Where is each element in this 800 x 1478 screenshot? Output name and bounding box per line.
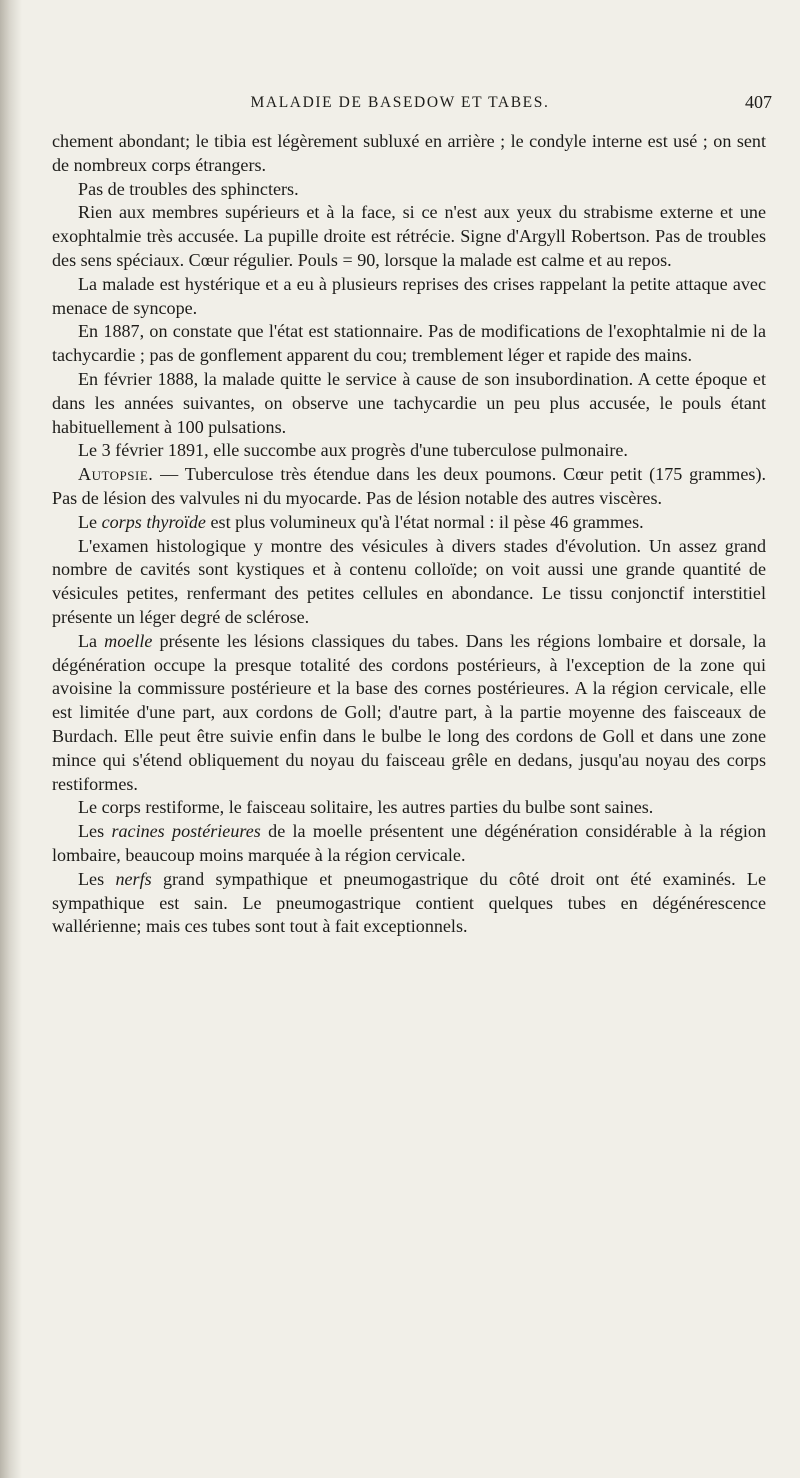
- paragraph-1887: En 1887, on constate que l'état est stationnaire. Pas de modifications de l'exophtalmie ni de la tachycardie ; pas de gonflement apparent du cou; tremblement léger et rapide des mains.: [52, 321, 766, 366]
- paragraph-1888: En février 1888, la malade quitte le service à cause de son insubordination. A cette époque et dans les années suivantes, on observe une tachycardie un peu plus accusée, le pouls étant habituellement à 100 pulsations.: [52, 368, 766, 437]
- body-text: [52, 130, 766, 939]
- paragraph-autopsy: Autopsie. — Tuberculose très étendue dans les deux poumons. Cœur petit (175 grammes). Pas de lésion des valvules ni du myocarde. Pas de lésion notable des autres viscères.: [52, 464, 766, 508]
- paragraph-sphincters: Pas de troubles des sphincters.: [78, 178, 299, 199]
- term-nerves: nerfs: [115, 868, 152, 889]
- paragraph-upper-limbs: Rien aux membres supérieurs et à la face, si ce n'est aux yeux du strabisme externe et une exophtalmie très accusée. La pupille droite est rétrécie. Signe d'Argyll Robertson. Pas de troubles des sens spéciaux. Cœur régulier. Pouls = 90, lorsque la malade est calme et au repos.: [52, 202, 766, 270]
- paragraph-restiform: Le corps restiforme, le faisceau solitaire, les autres parties du bulbe sont saines.: [78, 797, 654, 818]
- page-header: [0, 94, 800, 118]
- paragraph-1891: Le 3 février 1891, elle succombe aux progrès d'une tuberculose pulmonaire.: [78, 440, 628, 461]
- paragraph-continuation: chement abondant; le tibia est légèrement subluxé en arrière ; le condyle interne est usé ; on sent de nombreux corps étrangers.: [52, 131, 766, 175]
- paragraph-posterior-roots: Les racines postérieures de la moelle présentent une dégénération considérable à la région lombaire, beaucoup moins marquée à la région cervicale.: [52, 821, 766, 865]
- term-posterior-roots: racines postérieures: [111, 821, 261, 842]
- paragraph-thyroid: Le corps thyroïde est plus volumineux qu'à l'état normal : il pèse 46 grammes.: [78, 511, 644, 532]
- paragraph-spinal-cord: La moelle présente les lésions classiques du tabes. Dans les régions lombaire et dorsale, la dégénération occupe la presque totalité des cordons postérieurs, à l'exception de la zone qui avoisine la commissure postérieure et la base des cornes postérieures. A la région cervicale, elle est limitée d'une part, aux cordons de Goll; d'autre part, à la partie moyenne des faisceaux de Burdach. Elle peut être suivie enfin dans le bulbe le long des cordons de Goll et dans une zone mince qui s'étend obliquement du noyau du faisceau grêle en dedans, jusqu'au noyau des corps restiformes.: [52, 630, 766, 794]
- running-head: MALADIE DE BASEDOW ET TABES.: [250, 94, 550, 111]
- paragraph-hysteria: La malade est hystérique et a eu à plusieurs reprises des crises rappelant la petite attaque avec menace de syncope.: [52, 273, 766, 318]
- autopsy-heading: Autopsie.: [78, 464, 154, 485]
- paragraph-histology: L'examen histologique y montre des vésicules à divers stades d'évolution. Un assez grand nombre de cavités sont kystiques et à contenu colloïde; on voit aussi une grande quantité de vésicules petites, renfermant des petites cellules en abondance. Le tissu conjonctif interstitiel présente un léger degré de sclérose.: [52, 535, 766, 627]
- page-number: 407: [745, 92, 772, 112]
- term-thyroid: corps thyroïde: [101, 511, 206, 532]
- term-moelle: moelle: [104, 630, 153, 651]
- page-binding-shadow: [0, 0, 22, 1478]
- paragraph-nerves: Les nerfs grand sympathique et pneumogastrique du côté droit ont été examinés. Le sympathique est sain. Le pneumogastrique contient quelques tubes en dégénérescence wallérienne; mais ces tubes sont tout à fait exceptionnels.: [52, 868, 766, 937]
